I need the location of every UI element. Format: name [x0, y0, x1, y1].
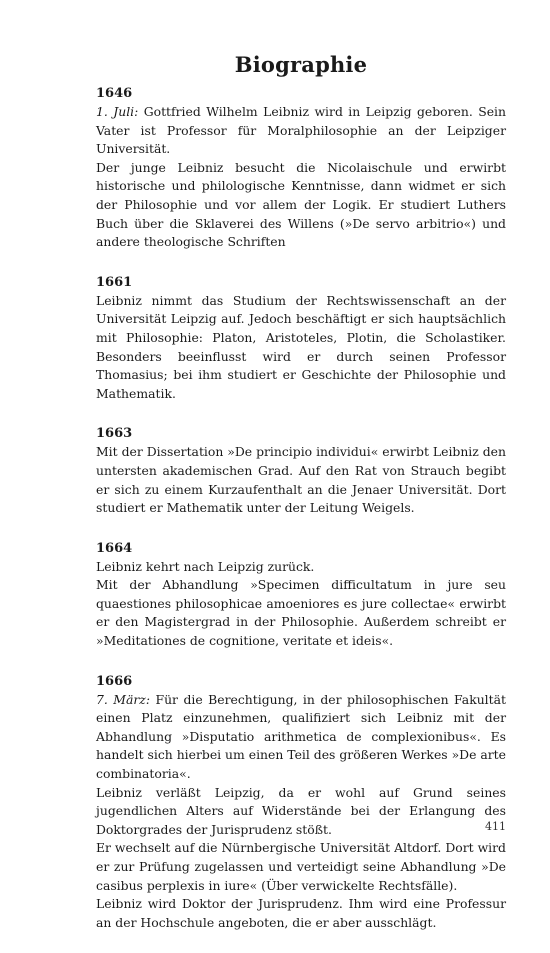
entry-paragraph — [96, 895, 506, 932]
entry-paragraph — [96, 292, 506, 404]
entry-year: 1666 — [96, 673, 133, 689]
entry-paragraph — [96, 839, 506, 895]
page-number: 411 — [485, 820, 506, 833]
entry-text: Leibniz verläßt Leipzig, da er wohl auf Grund seines jugendlichen Alters auf Widerstände bei der Erlangung des Doktorgrades der Jurisprudenz stößt. — [96, 784, 506, 837]
entry-paragraph — [96, 691, 506, 784]
entry-text: Leibniz kehrt nach Leipzig zurück. — [96, 558, 315, 574]
entry-text: Für die Berechtigung, in der philosophischen Fakultät einen Platz einzunehmen, qualifiziert sich Leibniz mit der Abhandlung »Disputatio arithmetica de complexionibus«. Es handelt sich hierbei um einen Teil des größeren Werkes »De arte combinatoria«. — [96, 691, 506, 782]
entry-paragraph — [96, 159, 506, 252]
entry-year: 1661 — [96, 274, 133, 290]
entry-text: Gottfried Wilhelm Leibniz wird in Leipzig geboren. Sein Vater ist Professor für Moralphilosophie an der Leipziger Universität. — [96, 104, 506, 157]
entry-paragraph — [96, 558, 506, 577]
entry-text: Leibniz nimmt das Studium der Rechtswissenschaft an der Universität Leipzig auf. Jedoch beschäftigt er sich hauptsächlich mit Philosophie: Platon, Aristoteles, Plotin, die Scholastiker. Besonders beeinflusst wird er durch seinen Professor Thomasius; bei ihm studiert er Geschichte der Philosophie und Mathematik. — [96, 292, 506, 401]
entry-1664 — [96, 539, 506, 651]
entry-1646 — [96, 84, 506, 252]
page-title: Biographie — [234, 52, 368, 77]
entry-date: 7. März: — [96, 691, 150, 707]
entry-year: 1663 — [96, 426, 133, 442]
entry-1661 — [96, 273, 506, 404]
entry-text: Er wechselt auf die Nürnbergische Universität Altdorf. Dort wird er zur Prüfung zugelassen und verteidigt seine Abhandlung »De casibus perplexis in iure« (Über verwickelte Rechtsfälle). — [96, 840, 506, 893]
entry-text: Leibniz wird Doktor der Jurisprudenz. Ihm wird eine Professur an der Hochschule angeboten, die er aber ausschlägt. — [96, 896, 506, 930]
entry-text: Mit der Abhandlung »Specimen difficultatum in jure seu quaestiones philosophicae amoeniores es jure collectae« erwirbt er den Magistergrad in der Philosophie. Außerdem schreibt er »Meditationes de cognitione, veritate et ideis«. — [96, 577, 506, 649]
entry-date: 1. Juli: — [96, 104, 139, 119]
entry-year: 1646 — [96, 86, 133, 101]
entry-paragraph — [96, 103, 506, 159]
page-content — [96, 52, 506, 953]
entry-1663 — [96, 424, 506, 517]
entry-year: 1664 — [96, 540, 133, 556]
entry-text: Mit der Dissertation »De principio individui« erwirbt Leibniz den untersten akademischen Grad. Auf den Rat von Strauch begibt er sich zu einem Kurzaufenthalt an die Jenaer Universität. Dort studiert er Mathematik unter der Leitung Weigels. — [96, 444, 506, 516]
entry-paragraph — [96, 576, 506, 650]
entry-1666 — [96, 672, 506, 933]
entry-paragraph — [96, 443, 506, 517]
entry-paragraph — [96, 784, 506, 840]
entry-text: Der junge Leibniz besucht die Nicolaischule und erwirbt historische und philologische Kenntnisse, dann widmet er sich der Philosophie und vor allem der Logik. Er studiert Luthers Buch über die Sklaverei des Willens (»De servo arbitrio«) und andere theologische Schriften — [96, 159, 506, 250]
